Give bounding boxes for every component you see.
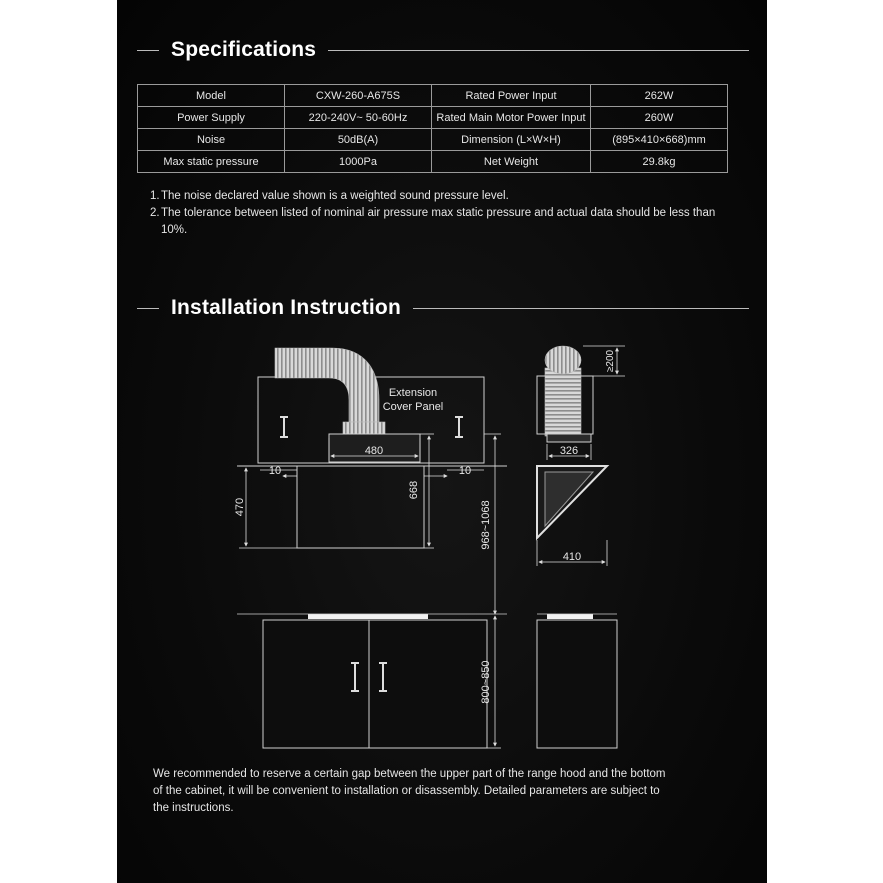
note-item: [150, 188, 735, 205]
spec-page: [117, 0, 767, 883]
dim-470-label: 470: [234, 497, 246, 517]
dim-326-label: 326: [559, 445, 579, 457]
title-rule-right: [328, 50, 749, 51]
spec-label: Rated Power Input: [432, 85, 591, 107]
note-text: The tolerance between listed of nominal air pressure max static pressure and actual data should be less than 10%.: [161, 207, 716, 236]
installation-diagram: [117, 330, 767, 760]
table-row: [138, 85, 728, 107]
spec-label: Dimension (L×W×H): [432, 129, 591, 151]
spec-value: 220-240V~ 50-60Hz: [285, 107, 432, 129]
spec-value: 1000Pa: [285, 151, 432, 173]
table-row: [138, 151, 728, 173]
table-row: [138, 107, 728, 129]
dim-10-left-label: 10: [268, 465, 282, 477]
dimension-668: [420, 434, 434, 548]
specifications-table: [137, 84, 728, 173]
dim-480-label: 480: [364, 445, 384, 457]
spec-value: 262W: [591, 85, 728, 107]
spec-label: Rated Main Motor Power Input: [432, 107, 591, 129]
dimension-200: [583, 346, 625, 376]
note-number: 1.: [150, 190, 160, 202]
dimension-470: [239, 466, 297, 548]
dim-800-850-label: 800~850: [480, 660, 492, 704]
spec-label: Max static pressure: [138, 151, 285, 173]
spec-label: Power Supply: [138, 107, 285, 129]
title-rule-right: [413, 308, 749, 309]
title-rule-left: [137, 50, 159, 51]
table-row: [138, 129, 728, 151]
spec-value: CXW-260-A675S: [285, 85, 432, 107]
dimension-10-right: [424, 470, 484, 476]
spec-label: Model: [138, 85, 285, 107]
dim-668-label: 668: [408, 480, 420, 500]
installation-header: [137, 296, 749, 320]
dim-200-label: ≥200: [605, 349, 616, 373]
spec-label: Net Weight: [432, 151, 591, 173]
spec-value: 29.8kg: [591, 151, 728, 173]
specifications-header: [137, 38, 749, 62]
extension-label-line2: Cover Panel: [382, 401, 444, 413]
spec-value: 50dB(A): [285, 129, 432, 151]
title-rule-left: [137, 308, 159, 309]
extension-label-line1: Extension: [388, 387, 438, 399]
range-hood-front: [237, 466, 507, 548]
specification-notes: [150, 188, 735, 239]
lower-cabinet-front: [237, 614, 507, 748]
installation-title: Installation Instruction: [171, 296, 401, 319]
flexible-duct-front: [275, 348, 385, 434]
dim-410-label: 410: [562, 551, 582, 563]
note-number: 2.: [150, 207, 160, 219]
spec-value: 260W: [591, 107, 728, 129]
note-item: [150, 205, 735, 239]
spec-value: (895×410×668)mm: [591, 129, 728, 151]
side-view-duct: [545, 346, 581, 436]
spec-label: Noise: [138, 129, 285, 151]
dim-968-1068-label: 968~1068: [480, 500, 492, 550]
installation-footer-text: We recommended to reserve a certain gap between the upper part of the range hood and the bottom of the cabinet, it will be convenient to installation or disassembly. Detailed parameters are subject to the instructions.: [153, 768, 666, 814]
note-text: The noise declared value shown is a weighted sound pressure level.: [161, 190, 509, 202]
lower-cabinet-side: [537, 614, 617, 748]
dim-10-right-label: 10: [458, 465, 472, 477]
specifications-title: Specifications: [171, 38, 317, 61]
